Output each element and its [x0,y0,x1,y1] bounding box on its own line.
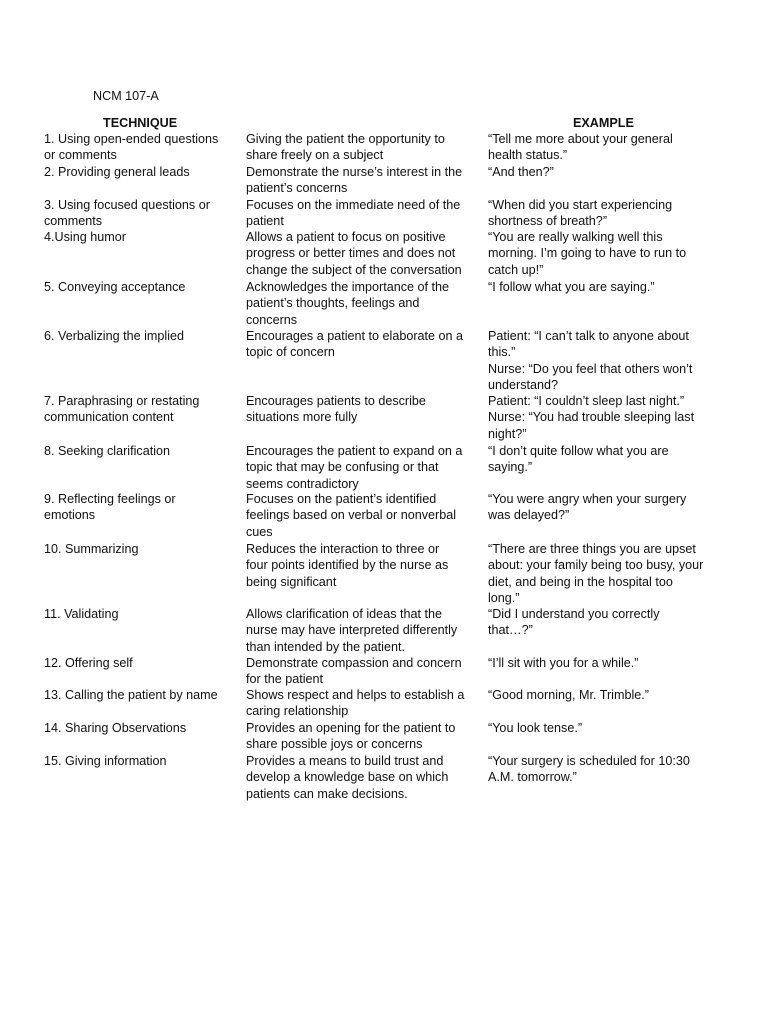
technique-cell: 15. Giving information [44,754,167,768]
technique-cell: 8. Seeking clarification [44,444,171,458]
example-cell: Patient: “I couldn’t sleep last night.” Nurse: “You had trouble sleeping last night?” [488,394,695,441]
description-cell: Encourages patients to describe situations more fully [246,394,426,425]
description-cell: Acknowledges the importance of the patient’s thoughts, feelings and concerns [246,280,450,327]
example-cell: “Tell me more about your general health status.” [488,132,673,163]
example-cell: “I don’t quite follow what you are saying.” [488,444,669,475]
example-cell: “You are really walking well this morning. I’m going to have to run to catch up!” [488,230,687,277]
description-cell: Shows respect and helps to establish a caring relationship [246,688,465,719]
technique-cell: 4.Using humor [44,230,126,244]
technique-cell: 10. Summarizing [44,542,139,556]
technique-cell: 1. Using open-ended questions or comments [44,132,219,163]
description-cell: Giving the patient the opportunity to share freely on a subject [246,132,445,163]
technique-cell: 2. Providing general leads [44,165,190,179]
description-cell: Encourages a patient to elaborate on a topic of concern [246,329,464,360]
description-cell: Allows a patient to focus on positive progress or better times and does not change the subject of the conversation [246,230,462,277]
example-cell: “When did you start experiencing shortness of breath?” [488,198,673,229]
example-column-header: EXAMPLE [573,116,634,130]
description-cell: Allows clarification of ideas that the nurse may have interpreted differently than intended by the patient. [246,607,458,654]
technique-cell: 5. Conveying acceptance [44,280,186,294]
example-cell: Patient: “I can’t talk to anyone about this.” Nurse: “Do you feel that others won’t understand? [488,329,693,392]
description-cell: Provides a means to build trust and develop a knowledge base on which patients can make decisions. [246,754,449,801]
description-cell: Focuses on the patient’s identified feelings based on verbal or nonverbal cues [246,492,457,539]
example-cell: “You were angry when your surgery was delayed?” [488,492,687,523]
technique-cell: 14. Sharing Observations [44,721,187,735]
technique-cell: 3. Using focused questions or comments [44,198,210,229]
description-cell: Encourages the patient to expand on a topic that may be confusing or that seems contradictory [246,444,463,491]
technique-column-header: TECHNIQUE [103,116,178,130]
technique-cell: 9. Reflecting feelings or emotions [44,492,176,523]
description-cell: Reduces the interaction to three or four points identified by the nurse as being significant [246,542,449,589]
example-cell: “Good morning, Mr. Trimble.” [488,688,649,702]
technique-cell: 12. Offering self [44,656,133,670]
example-cell: “Your surgery is scheduled for 10:30 A.M. tomorrow.” [488,754,690,785]
technique-cell: 7. Paraphrasing or restating communication content [44,394,200,425]
example-cell: “And then?” [488,165,554,179]
course-code: NCM 107-A [93,89,159,103]
description-cell: Demonstrate compassion and concern for the patient [246,656,462,687]
description-cell: Demonstrate the nurse’s interest in the patient’s concerns [246,165,463,196]
example-cell: “Did I understand you correctly that…?” [488,607,660,638]
technique-cell: 13. Calling the patient by name [44,688,218,702]
description-cell: Focuses on the immediate need of the patient [246,198,461,229]
example-cell: “I follow what you are saying.” [488,280,655,294]
example-cell: “I’ll sit with you for a while.” [488,656,639,670]
example-cell: “You look tense.” [488,721,583,735]
example-cell: “There are three things you are upset about: your family being too busy, your diet, and being in the hospital too long.” [488,542,704,605]
description-cell: Provides an opening for the patient to share possible joys or concerns [246,721,456,752]
technique-cell: 11. Validating [44,607,119,621]
technique-cell: 6. Verbalizing the implied [44,329,185,343]
